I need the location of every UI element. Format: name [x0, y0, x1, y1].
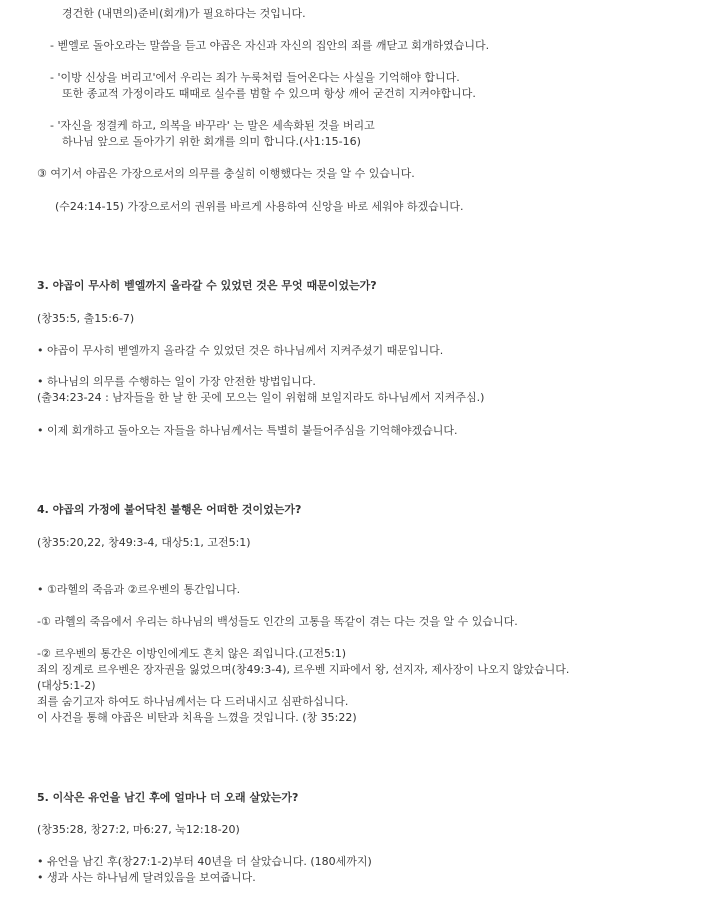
scripture-reference: (창35:20,22, 창49:3-4, 대상5:1, 고전5:1) — [37, 536, 251, 549]
bullet-item: - '자신을 정결케 하고, 의복을 바꾸라' 는 말은 세속화된 것을 버리고 — [50, 119, 375, 132]
bullet-item: - '이방 신상을 버리고'에서 우리는 죄가 누룩처럼 들어온다는 사실을 기억해야 합니다. — [50, 71, 460, 84]
bullet-item: • ①라헬의 죽음과 ②르우벤의 통간입니다. — [37, 583, 241, 596]
scripture-reference: (수24:14-15) 가장으로서의 권위를 바르게 사용하여 신앙을 바로 세워야 하겠습니다. — [55, 200, 464, 213]
section-heading-5: 5. 이삭은 유언을 남긴 후에 얼마나 더 오래 살았는가? — [37, 791, 299, 804]
bullet-item: • 이제 회개하고 돌아오는 자들을 하나님께서는 특별히 붙들어주심을 기억해야겠습니다. — [37, 424, 458, 437]
text-line: 또한 종교적 가정이라도 때때로 실수를 범할 수 있으며 항상 깨어 굳건히 지켜야합니다. — [62, 87, 476, 100]
bullet-item: • 야곱이 무사히 벧엘까지 올라갈 수 있었던 것은 하나님께서 지켜주셨기 때문입니다. — [37, 344, 444, 357]
numbered-item: ③ 여기서 야곱은 가장으로서의 의무를 충실히 이행했다는 것을 알 수 있습니다. — [37, 167, 415, 180]
text-line: 하나님 앞으로 돌아가기 위한 회개를 의미 합니다.(사1:15-16) — [62, 135, 361, 148]
bullet-item: • 생과 사는 하나님께 달려있음을 보여줍니다. — [37, 871, 256, 884]
scripture-reference: (창35:28, 창27:2, 마6:27, 눅12:18-20) — [37, 823, 240, 836]
bullet-item: -① 라헬의 죽음에서 우리는 하나님의 백성들도 인간의 고통을 똑같이 겪는 다는 것을 알 수 있습니다. — [37, 615, 518, 628]
text-line: 죄의 징계로 르우벤은 장자권을 잃었으며(창49:3-4), 르우벤 지파에서 왕, 선지자, 제사장이 나오지 않았습니다. — [37, 663, 570, 676]
scripture-reference: (대상5:1-2) — [37, 679, 96, 692]
scripture-reference: (출34:23-24 : 남자들을 한 날 한 곳에 모으는 일이 위험해 보일지라도 하나님께서 지켜주심.) — [37, 391, 485, 404]
bullet-item: - 벧엘로 돌아오라는 말씀을 듣고 야곱은 자신과 자신의 집안의 죄를 깨닫고 회개하였습니다. — [50, 39, 490, 52]
text-line: 죄를 숨기고자 하여도 하나님께서는 다 드러내시고 심판하십니다. — [37, 695, 349, 708]
section-heading-3: 3. 야곱이 무사히 벧엘까지 올라갈 수 있었던 것은 무엇 때문이었는가? — [37, 279, 377, 292]
bullet-item: • 유언을 남긴 후(창27:1-2)부터 40년을 더 살았습니다. (180세까지) — [37, 855, 372, 868]
bullet-item: • 하나님의 의무를 수행하는 일이 가장 안전한 방법입니다. — [37, 375, 316, 388]
section-heading-4: 4. 야곱의 가정에 불어닥친 불행은 어떠한 것이었는가? — [37, 503, 302, 516]
text-line: 이 사건을 통해 야곱은 비탄과 치욕을 느꼈을 것입니다. (창 35:22) — [37, 711, 357, 724]
scripture-reference: (창35:5, 출15:6-7) — [37, 312, 135, 325]
text-line: 경건한 (내면의)준비(회개)가 필요하다는 것입니다. — [62, 7, 306, 20]
bullet-item: -② 르우벤의 통간은 이방인에게도 흔치 않은 죄입니다.(고전5:1) — [37, 647, 346, 660]
